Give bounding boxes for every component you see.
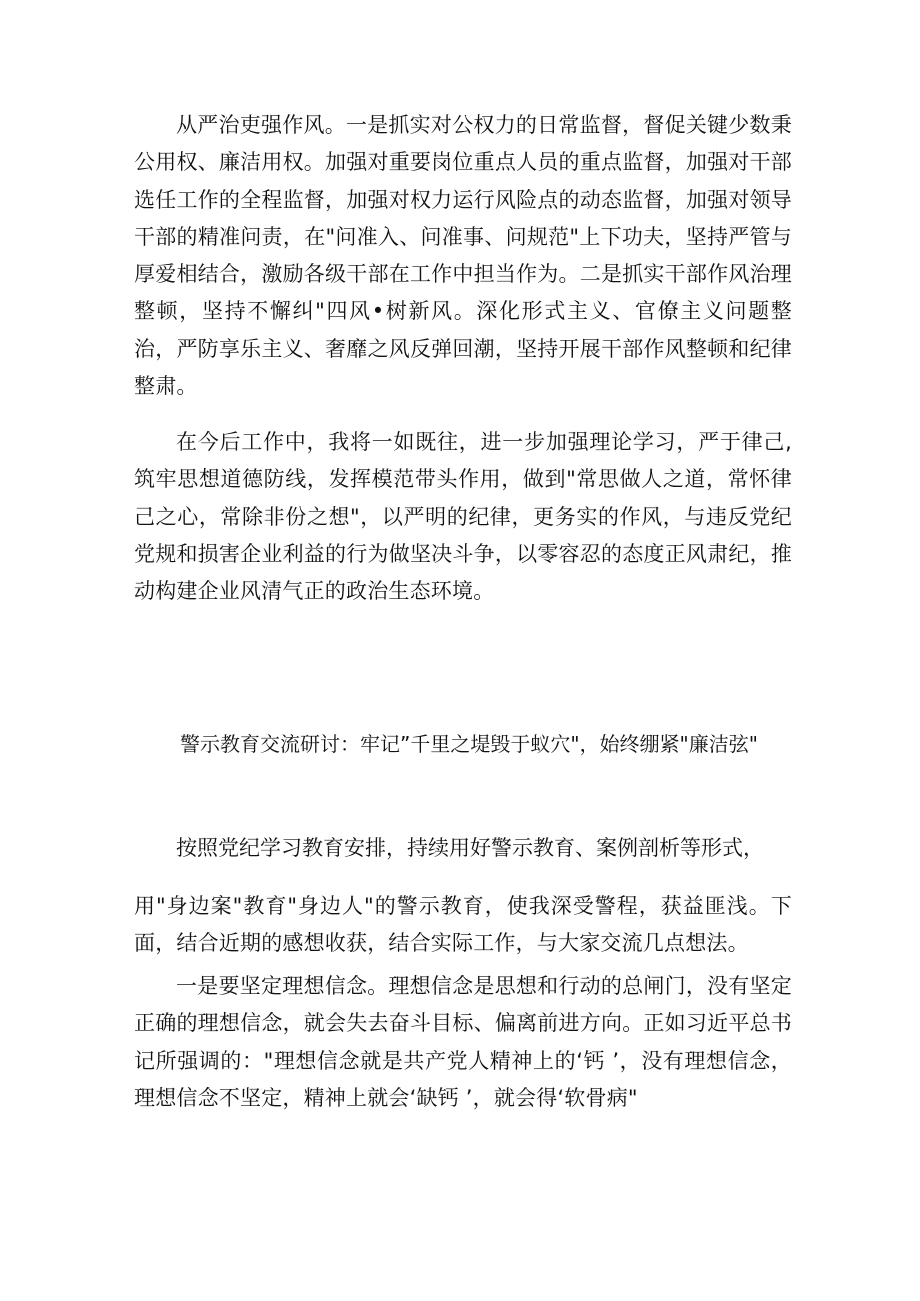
paragraph-future-work: 在今后工作中，我将一如既往，进一步加强理论学习，严于律己,筑牢思想道德防线，发挥模范带头作用，做到"常思做人之道，常怀律己之心，常除非份之想"，以严明的纪律，更务实的作风，与违反党纪党规和损害企业利益的行为做坚决斗争，以零容忍的态度正风肃纪，推动构建企业风清气正的政治生态环境。 <box>134 430 792 604</box>
paragraph-ideals-beliefs: 一是要坚定理想信念。理想信念是思想和行动的总闸门，没有坚定正确的理想信念，就会失去奋斗目标、偏离前进方向。正如习近平总书记所强调的："理想信念就是共产党人精神上的‘钙 ’，没有理想信念，理想信念不坚定，精神上就会‘缺钙 ’，就会得‘软骨病" <box>134 974 792 1110</box>
paragraph-warning-education: 用"身边案"教育"身边人"的警示教育，使我深受警程，获益匪浅。下面，结合近期的感想收获，结合实际工作，与大家交流几点想法。 <box>134 894 792 956</box>
paragraph-intro: 按照党纪学习教育安排，持续用好警示教育、案例剖析等形式， <box>176 836 764 860</box>
paragraph-strict-governance: 从严治吏强作风。一是抓实对公权力的日常监督，督促关键少数秉公用权、廉洁用权。加强对重要岗位重点人员的重点监督，加强对干部选任工作的全程监督，加强对权力运行风险点的动态监督，加强对领导干部的精准问责，在"问准入、问准事、问规范"上下功夫，坚持严管与厚爱相结合，激励各级干部在工作中担当作为。二是抓实干部作风治理整顿，坚持不懈纠"四风•树新风。深化形式主义、官僚主义问题整治，严防享乐主义、奢靡之风反弹回潮，坚持开展干部作风整顿和纪律整肃。 <box>134 113 792 399</box>
section-heading: 警示教育交流研讨：牢记”千里之堤毁于蚁穴"，始终绷紧"廉洁弦" <box>180 732 758 756</box>
